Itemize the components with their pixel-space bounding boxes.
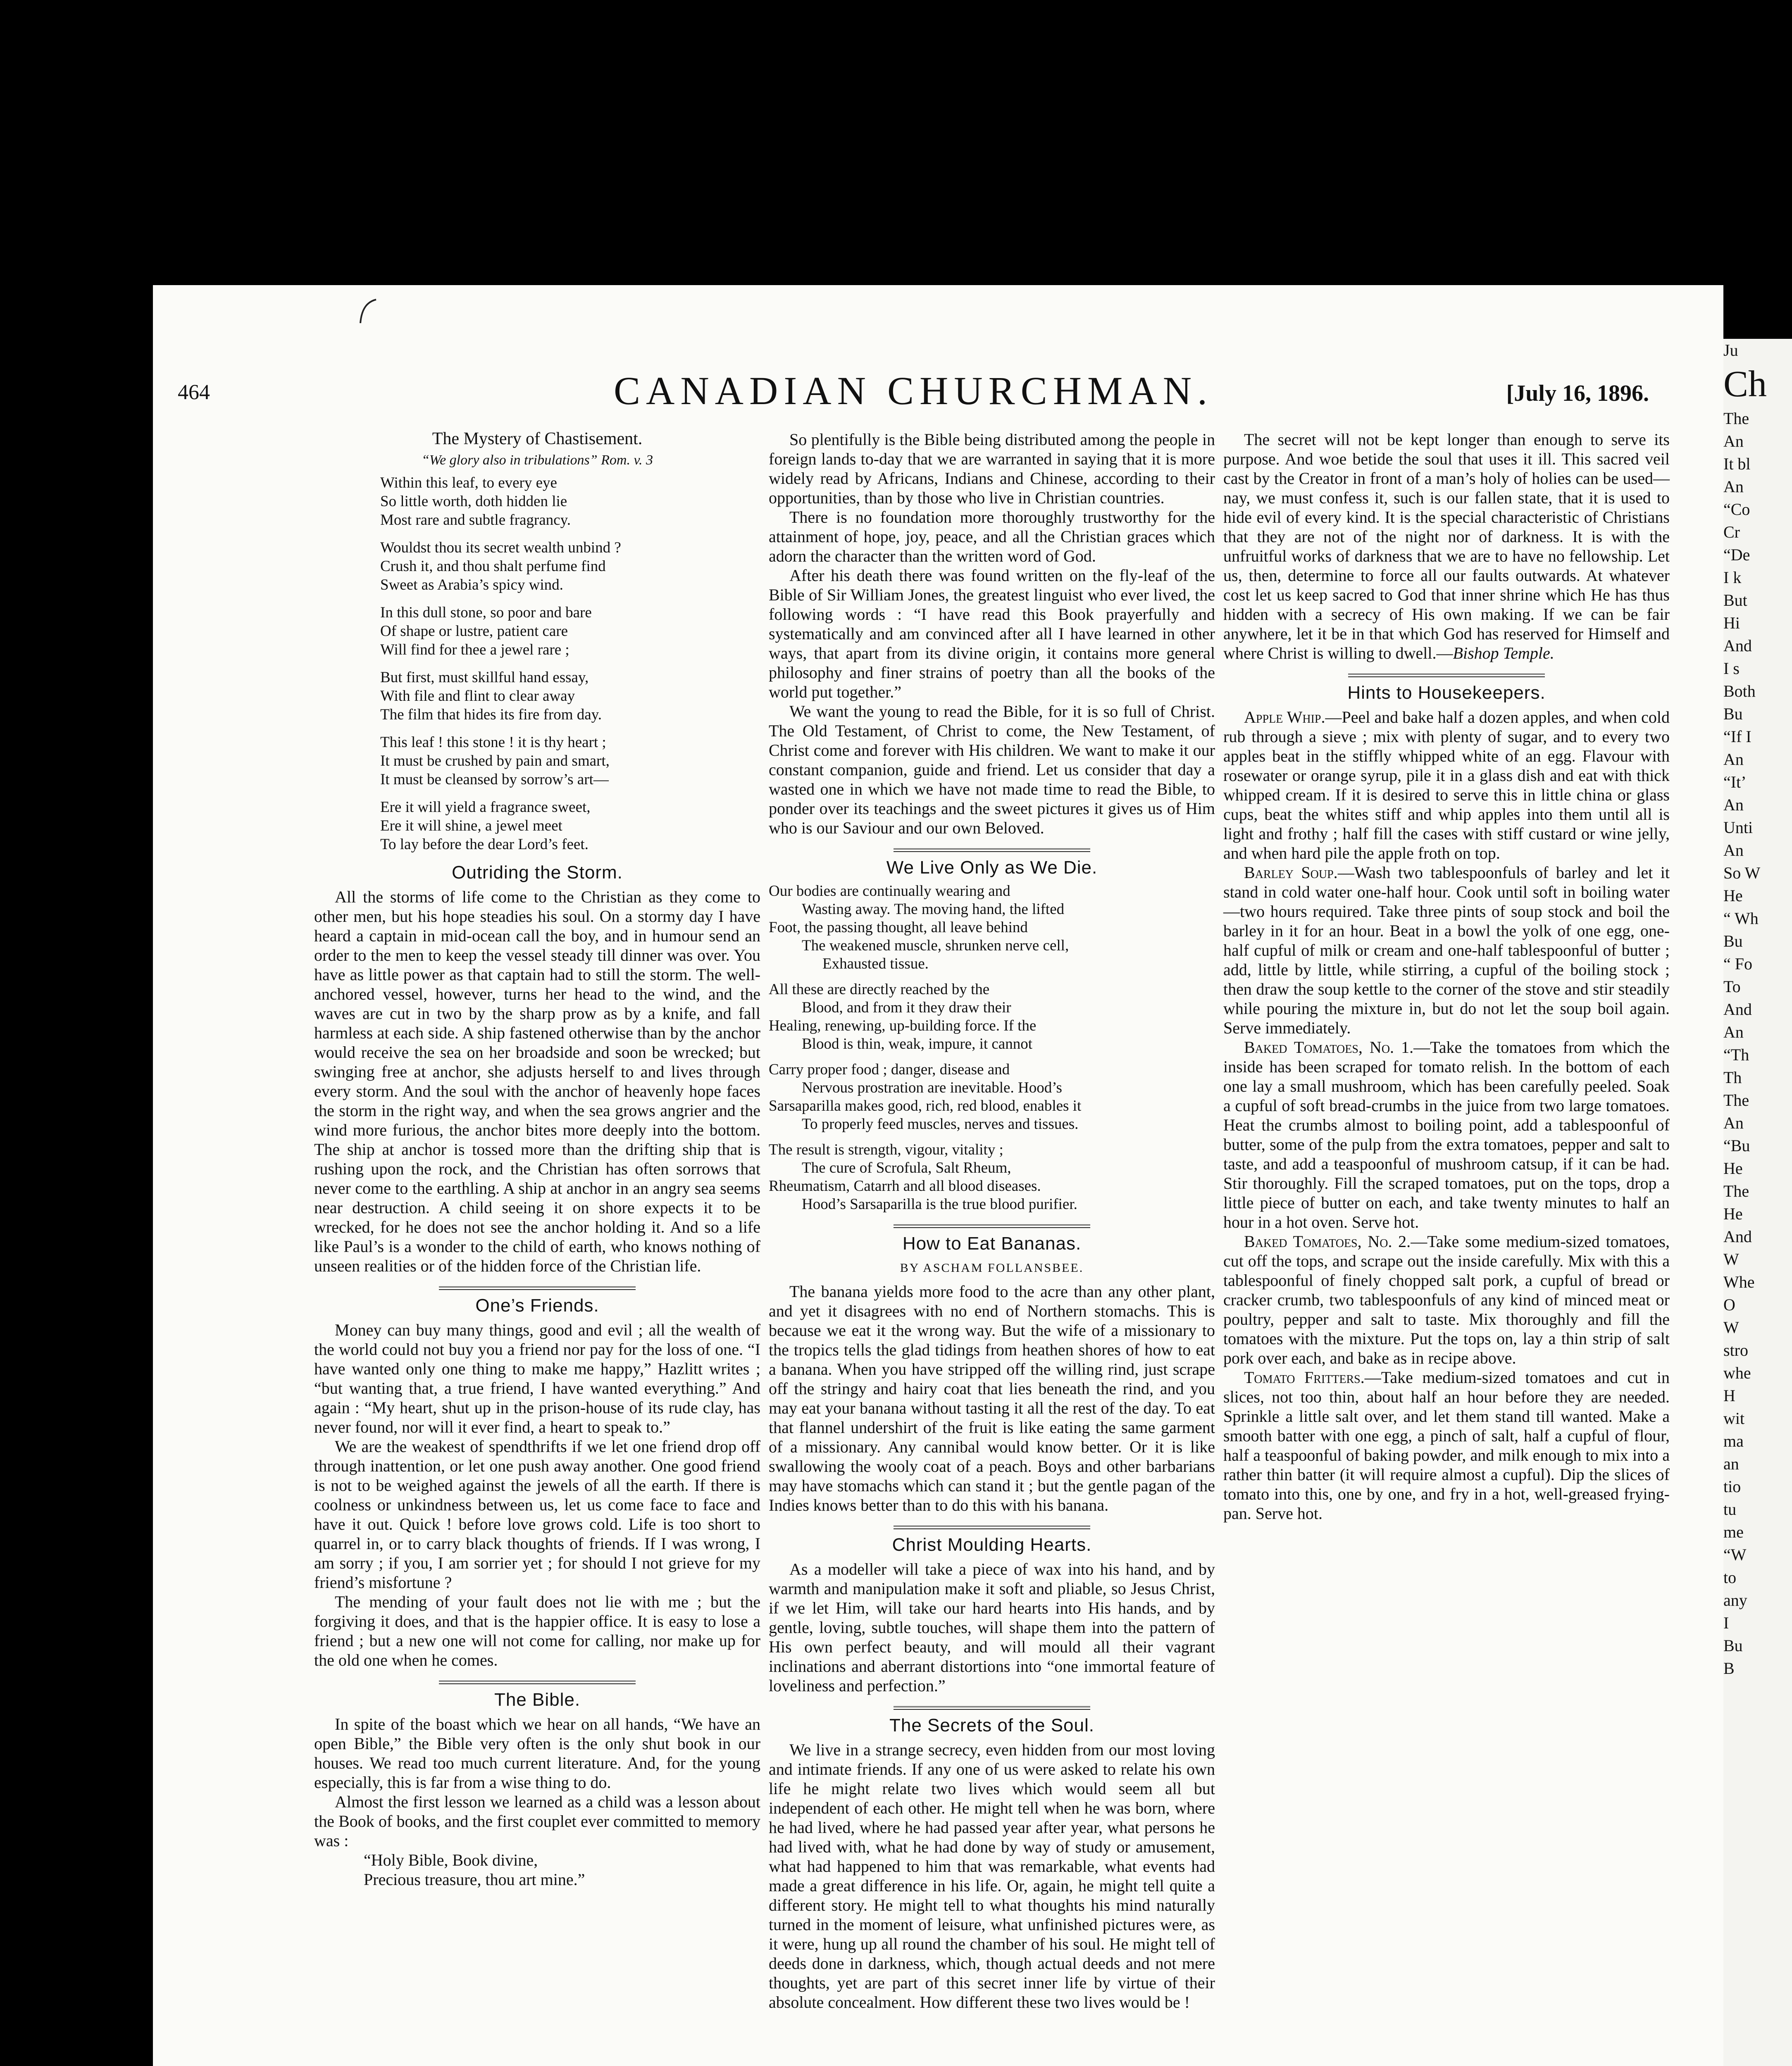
verse-line: The result is strength, vigour, vitality ; bbox=[769, 1141, 1003, 1158]
poem-title: The Mystery of Chastisement. bbox=[432, 429, 643, 448]
adjacent-page-text: O bbox=[1723, 1295, 1735, 1314]
poem-stanza bbox=[314, 668, 760, 724]
adjacent-page-text: I k bbox=[1723, 568, 1742, 587]
article-paragraph: We are the weakest of spendthrifts if we let one friend drop off through inattention, or let one push away another. One good friend is not to be weighed against the jewels of all the earth. If there is coolness or unkindness between us, let us come face to face and have it out. Quick ! before love grows cold. Life is too short to quarrel in, or to carry black thoughts of friends. If I was wrong, I am sorry ; if you, I am sorrier yet ; for should I not grieve for my friend’s misfortune ? bbox=[314, 1437, 760, 1592]
adjacent-page-text: wit bbox=[1723, 1409, 1745, 1428]
section-divider bbox=[894, 1526, 1090, 1529]
adjacent-page-text: The bbox=[1723, 1182, 1749, 1200]
adjacent-page-text: An bbox=[1723, 432, 1744, 450]
recipe bbox=[1223, 863, 1670, 1038]
poem-line: In this dull stone, so poor and bare bbox=[380, 604, 592, 621]
adjacent-page-text: “ Wh bbox=[1723, 909, 1759, 928]
poem-line: Ere it will yield a fragrance sweet, bbox=[380, 799, 591, 816]
poem-epigraph: “We glory also in tribulations” Rom. v. 3 bbox=[421, 452, 653, 468]
adjacent-page-text: I s bbox=[1723, 659, 1740, 678]
article-paragraph: All the storms of life come to the Christian as they come to other men, but his hope steadies his soul. On a stormy day I have heard a captain in mid-ocean call the boy, and in humour send an order to the men to keep the vessel steady till dinner was over. You have as little power as that captain had to still the storm. The well-anchored vessel, however, turns her head to the wind, and the waves are cut in two by the sharp prow as by a knife, and fall harmless at each side. A ship fastened otherwise than by the anchor would receive the sea on her broadside and soon be wrecked; but swinging free at anchor, she adjusts herself to and lives through every storm. And the soul with the anchor of heavenly hope faces the storm in the right way, and when the sea grows angrier and the wind more furious, the anchor bites more deeply into the bottom. The ship at anchor is tossed more than the drifting ship that is rushing upon the rock, and the Christian has often sorrows that never come to the earthling. A ship at anchor in an angry sea seems near destruction. A child seeing it on shore expects it to be wrecked, for he does not see the anchor holding it. And so a life like Paul’s is a wonder to the child of earth, who knows nothing of unseen realities or of the hidden force of the Christian life. bbox=[314, 888, 760, 1275]
adjacent-page-text: Bu bbox=[1723, 1636, 1743, 1655]
poem-line: To lay before the dear Lord’s feet. bbox=[380, 836, 589, 853]
article-paragraph: The banana yields more food to the acre than any other plant, and yet it disagrees with no end of Northern stomachs. This is because we eat it the wrong way. But the wife of a missionary to the tropics tells the glad tidings from heathen shores of how to eat a banana. When you have stripped off the willing rind, just scrape off the stringy and hairy coat that lies beneath the rind, and you may eat your banana without tasting it all the rest of the day. To eat that flannel undershirt of the fruit is like eating the same garment of a missionary. Any cannibal would know better. Or it is like swallowing the wooly coat of a peach. Boys and other barbarians may have stomachs which can stand it ; but the gentle pagan of the Indies knows better than to do this with his banana. bbox=[769, 1282, 1215, 1514]
adjacent-page-text: An bbox=[1723, 750, 1744, 769]
article-paragraph: Money can buy many things, good and evil ; all the wealth of the world could not buy you a friend nor pay for the loss of one. “I have wanted only one thing to make me happy,” Hazlitt writes ; “but wanting that, a true friend, I have wanted everything.” And again : “My heart, shut up in the prison-house of its rude clay, has never found, nor will it ever find, a heart to speak to.” bbox=[314, 1321, 760, 1436]
adjacent-page-text: And bbox=[1723, 1000, 1752, 1019]
article-paragraph: Almost the first lesson we learned as a child was a lesson about the Book of books, and the first couplet ever committed to memory was : bbox=[314, 1792, 760, 1850]
poem-line: Will find for thee a jewel rare ; bbox=[380, 641, 570, 658]
recipe bbox=[1223, 1232, 1670, 1368]
poem-line: Ere it will shine, a jewel meet bbox=[380, 817, 562, 834]
verse-line: Healing, renewing, up-building force. If the bbox=[769, 1017, 1037, 1034]
article-paragraph: In spite of the boast which we hear on all hands, “We have an open Bible,” the Bible very often is the only shut book in our houses. We read too much current literature. And, for the young especially, this is far from a wise thing to do. bbox=[314, 1715, 760, 1792]
page-header bbox=[178, 368, 1649, 417]
recipe-text: —Wash two tablespoonfuls of barley and let it stand in cold water one-half hour. Cook until soft in boiling water—two hours required. Take three pints of soup stock and boil the barley in it for an hour. Beat in a bowl the yolk of one egg, one-half cupful of milk or cream and one-half tablespoonful of butter ; add, little by little, while stirring, a cupful of the boiling stock ; then draw the soup kettle to the corner of the stove and stir steadily while pouring the mixture in, but do not let the soup boil again. Serve immediately. bbox=[1223, 863, 1670, 1037]
adjacent-page-text: To bbox=[1723, 977, 1741, 996]
verse-line: Rheumatism, Catarrh and all blood diseases. bbox=[769, 1178, 1041, 1195]
verse-line: The weakened muscle, shrunken nerve cell, bbox=[802, 937, 1069, 954]
recipe-name: Baked Tomatoes, No. 1. bbox=[1244, 1038, 1414, 1057]
adjacent-page-text: An bbox=[1723, 1114, 1744, 1132]
poem-stanza bbox=[314, 733, 760, 789]
byline: BY ASCHAM FOLLANSBEE. bbox=[900, 1261, 1084, 1275]
adjacent-page-text: It bl bbox=[1723, 455, 1751, 473]
verse-line: Our bodies are continually wearing and bbox=[769, 883, 1010, 900]
adjacent-page-text: So W bbox=[1723, 864, 1761, 882]
poem-line: Within this leaf, to every eye bbox=[380, 474, 557, 491]
section-divider bbox=[894, 848, 1090, 852]
article-paragraph: After his death there was found written on the fly-leaf of the Bible of Sir William Jones, the greatest linguist who ever lived, the following words : “I have read this Book prayerfully and systematically and am convinced after all I have learned in other ways, that apart from its divine origin, it contains more general philosophy and finer strains of poetry than all the books of the world put together.” bbox=[769, 566, 1215, 701]
adjacent-page-text: Both bbox=[1723, 682, 1756, 700]
section-divider bbox=[894, 1706, 1090, 1710]
poem-line: But first, must skillful hand essay, bbox=[380, 669, 589, 686]
adjacent-page-text: tio bbox=[1723, 1477, 1741, 1496]
adjacent-page-text: The bbox=[1723, 409, 1749, 428]
couplet-line: “Holy Bible, Book divine, bbox=[364, 1851, 538, 1869]
poem-stanza bbox=[314, 603, 760, 659]
adjacent-page-text: whe bbox=[1723, 1364, 1751, 1382]
adjacent-page-text: an bbox=[1723, 1454, 1739, 1473]
poem-line: Wouldst thou its secret wealth unbind ? bbox=[380, 539, 621, 556]
section-divider bbox=[439, 1680, 635, 1684]
recipe bbox=[1223, 707, 1670, 863]
adjacent-page-text: Hi bbox=[1723, 614, 1740, 632]
recipe-text: —Take the tomatoes from which the inside has been scraped for tomato relish. In the bottom of each one lay a small mushroom, which has been carefully peeled. Soak a cupful of soft bread-crumbs in the juice from two large tomatoes. Heat the crumbs almost to boiling point, add a tablespoonful of butter, some of the pulp from the extra tomatoes, pepper and salt to taste, and add a teaspoonful of mushroom catsup, if it can be had. Stir thoroughly. Fill the scraped tomatoes, put on the tops, drop a little piece of butter on each, and take twenty minutes to half an hour in a hot oven. Serve hot. bbox=[1223, 1038, 1670, 1231]
verse-line: The cure of Scrofula, Salt Rheum, bbox=[802, 1159, 1011, 1176]
poem-chastisement bbox=[314, 430, 760, 854]
article-paragraph: We want the young to read the Bible, for it is so full of Christ. The Old Testament, of Christ to come, the New Testament, of Christ come and forever with His children. We want to make it our constant companion, guide and friend. Let us consider that day a wasted one in which we have not made time to read the Bible, to ponder over its teachings and the sweet pictures it gives us of Him who is our Saviour and our own Beloved. bbox=[769, 702, 1215, 837]
section-divider bbox=[439, 1286, 635, 1290]
issue-date: [July 16, 1896. bbox=[1506, 381, 1649, 406]
section-divider bbox=[894, 1224, 1090, 1228]
adjacent-page-text: stro bbox=[1723, 1341, 1748, 1359]
adjacent-page-text: And bbox=[1723, 1227, 1752, 1246]
article-text: The secret will not be kept longer than enough to serve its purpose. And woe betide the soul that uses it ill. This sacred veil cast by the Creator in front of a man’s holy of holies can be used—nay, we must confess it, such is our fallen state, that it is used to hide evil of every kind. It is the special characteristic of Christians that they are not of the night nor of darkness. It is with the unfruitful works of darkness that we are to have no fellowship. Let us, then, determine to force all our faults outwards. At whatever cost let us keep sacred to God that inner shrine which He has thus hidden with a secrecy of His own making. If we can be fair anywhere, let it be in that which God has reserved for Himself and where Christ is willing to dwell.— bbox=[1223, 430, 1670, 662]
adjacent-page-text: “It’ bbox=[1723, 773, 1747, 791]
recipe-text: —Peel and bake half a dozen apples, and when cold rub through a sieve ; mix with plenty of sugar, and to every two apples beat in the stiffly whipped white of an egg. Flavour with rosewater or orange syrup, pile it in a glass dish and eat with thick whipped cream. If it is desired to serve this in little china or glass cups, beat the whites stiff and whip apples into them until all is light and frothy ; half fill the cases with stiff custard or wine jelly, and when hard pile the apple froth on top. bbox=[1223, 708, 1670, 862]
adjacent-page-text: “Co bbox=[1723, 500, 1750, 519]
article-paragraph: As a modeller will take a piece of wax into his hand, and by warmth and manipulation make it soft and pliable, so Jesus Christ, if we let Him, will take our hard hearts into His hands, and by gentle, loving, subtle touches, will shape them into the pattern of His own perfect beauty, and will mould all their vagrant inclinations and aberrant distortions into “one immortal feature of loveliness and perfection.” bbox=[769, 1560, 1215, 1695]
attribution: Bishop Temple. bbox=[1453, 644, 1554, 662]
adjacent-page-text: me bbox=[1723, 1523, 1744, 1541]
verse-line: Nervous prostration are inevitable. Hood’s bbox=[802, 1079, 1062, 1096]
adjacent-page-text: I bbox=[1723, 1614, 1729, 1632]
adjacent-page-text: The bbox=[1723, 1091, 1749, 1109]
adjacent-page-text: B bbox=[1723, 1659, 1735, 1678]
article-paragraph: The mending of your fault does not lie with me ; but the forgiving it does, and that is the happier office. It is easy to lose a friend ; but a new one will not come for calling, nor make up for the old one when he comes. bbox=[314, 1592, 760, 1669]
adjacent-page-text: Bu bbox=[1723, 932, 1743, 950]
verse-line: Hood’s Sarsaparilla is the true blood purifier. bbox=[802, 1196, 1077, 1213]
adjacent-page-text: “W bbox=[1723, 1545, 1747, 1564]
article-title: Christ Moulding Hearts. bbox=[892, 1535, 1092, 1555]
couplet-line: Precious treasure, thou art mine.” bbox=[364, 1870, 585, 1889]
poem-line: So little worth, doth hidden lie bbox=[380, 493, 567, 510]
verse-line: Blood, and from it they draw their bbox=[802, 999, 1011, 1016]
adjacent-page-text: Ju bbox=[1723, 341, 1738, 359]
adjacent-page-text: ma bbox=[1723, 1432, 1744, 1450]
adjacent-page-text: H bbox=[1723, 1386, 1735, 1405]
adjacent-page-text: An bbox=[1723, 477, 1744, 496]
column-3 bbox=[1223, 430, 1670, 1523]
adjacent-page-text: But bbox=[1723, 591, 1747, 609]
adjacent-page-text: “ Fo bbox=[1723, 954, 1752, 973]
pencil-mark-icon bbox=[355, 298, 380, 326]
adjacent-page-text: He bbox=[1723, 886, 1743, 905]
adjacent-page-text: Ch bbox=[1723, 364, 1767, 405]
adjacent-page-fragment bbox=[1723, 339, 1792, 2066]
adjacent-page-text: Whe bbox=[1723, 1273, 1755, 1291]
verse-line: To properly feed muscles, nerves and tissues. bbox=[802, 1116, 1079, 1133]
poem-line: It must be crushed by pain and smart, bbox=[380, 752, 610, 769]
recipe bbox=[1223, 1368, 1670, 1523]
article-paragraph bbox=[1223, 430, 1670, 663]
verse-line: Foot, the passing thought, all leave behind bbox=[769, 919, 1028, 936]
adjacent-page-text: An bbox=[1723, 795, 1744, 814]
page-number: 464 bbox=[178, 381, 210, 404]
recipe-name: Barley Soup. bbox=[1244, 863, 1338, 882]
column-1 bbox=[314, 430, 760, 1889]
article-paragraph: So plentifully is the Bible being distributed among the people in foreign lands to-day that we are warranted in saying that it is more widely read by Africans, Indians and Chinese, according to their opportunities, than by those who live in Christian countries. bbox=[769, 430, 1215, 507]
article-title: We Live Only as We Die. bbox=[886, 857, 1098, 878]
verse-line: All these are directly reached by the bbox=[769, 981, 990, 998]
adjacent-page-text: Bu bbox=[1723, 705, 1743, 723]
adjacent-page-text: W bbox=[1723, 1318, 1739, 1337]
adjacent-page-text: Unti bbox=[1723, 818, 1753, 837]
adjacent-page-text: Cr bbox=[1723, 523, 1740, 541]
adjacent-page-text: any bbox=[1723, 1591, 1747, 1609]
poem-line: Sweet as Arabia’s spicy wind. bbox=[380, 576, 563, 593]
recipe-name: Apple Whip. bbox=[1244, 708, 1325, 726]
verse-line: Blood is thin, weak, impure, it cannot bbox=[802, 1035, 1032, 1052]
adjacent-page-text: to bbox=[1723, 1568, 1737, 1587]
article-paragraph: We live in a strange secrecy, even hidden from our most loving and intimate friends. If any one of us were asked to relate his own life he might relate two lives which would seem all but independent of each other. He might tell when he was born, where he had lived, where he had passed year after year, what persons he had lived with, what he had done by way of study or amusement, what had happened to him that was remarkable, what events had made a great difference in his life. Or, again, he might tell quite a different story. He might tell to what thoughts his mind naturally turned in the moment of leisure, what unfinished pictures were, as it were, hung up all round the chamber of his soul. He might tell of deeds done in darkness, which, though actual deeds and not mere thoughts, yet are part of this secret inner life by virtue of their absolute concealment. How different these two lives would be ! bbox=[769, 1740, 1215, 2011]
advertisement-verse bbox=[769, 882, 1215, 1214]
article-title: How to Eat Bananas. bbox=[902, 1233, 1082, 1254]
masthead: CANADIAN CHURCHMAN. bbox=[613, 369, 1213, 413]
poem-line: With file and flint to clear away bbox=[380, 688, 575, 705]
article-title: The Secrets of the Soul. bbox=[889, 1715, 1095, 1735]
article-paragraph: There is no foundation more thoroughly trustworthy for the attainment of hope, joy, peace, and all the Christian graces which adorn the character than the written word of God. bbox=[769, 508, 1215, 565]
poem-line: The film that hides its fire from day. bbox=[380, 706, 602, 723]
recipe-text: —Take some medium-sized tomatoes, cut off the tops, and scrape out the inside carefully. Mix with this a tablespoonful of finely chopped salt pork, a cupful of bread or cracker crumb, two tablespoonfuls of any kind of minced meat or poultry, pepper and salt to taste. Mix thoroughly and fill the tomatoes with the mixture. Put the tops on, lay a thin strip of salt pork over each, and bake as in recipe above. bbox=[1223, 1232, 1670, 1367]
recipe-name: Baked Tomatoes, No. 2. bbox=[1244, 1232, 1411, 1251]
article-title: Outriding the Storm. bbox=[452, 862, 623, 883]
verse-line: Wasting away. The moving hand, the lifted bbox=[802, 901, 1065, 918]
adjacent-page-text: An bbox=[1723, 1023, 1744, 1041]
recipe-text: —Take medium-sized tomatoes and cut in slices, not too thin, about half an hour before they are needed. Sprinkle a little salt over, and let them stand till wanted. Make a smooth batter with one egg, a pinch of salt, half a cupful of flour, half a teaspoonful of baking powder, and milk enough to mix into a rather thin batter (it will require almost a cupful). Dip the slices of tomato into this, one by one, and fry in a hot, well-greased frying-pan. Serve hot. bbox=[1223, 1368, 1670, 1523]
adjacent-page-text: Th bbox=[1723, 1068, 1742, 1087]
poem-line: Most rare and subtle fragrancy. bbox=[380, 512, 571, 528]
poem-line: It must be cleansed by sorrow’s art— bbox=[380, 771, 609, 788]
adjacent-page-text: He bbox=[1723, 1159, 1743, 1178]
adjacent-page-text: W bbox=[1723, 1250, 1739, 1269]
verse-line: Exhausted tissue. bbox=[822, 955, 929, 972]
article-title: One’s Friends. bbox=[475, 1295, 599, 1316]
column-2 bbox=[769, 430, 1215, 2012]
poem-line: Crush it, and thou shalt perfume find bbox=[380, 558, 606, 575]
adjacent-page-text: tu bbox=[1723, 1500, 1737, 1519]
recipe bbox=[1223, 1038, 1670, 1232]
adjacent-page-text: “Th bbox=[1723, 1045, 1749, 1064]
poem-line: This leaf ! this stone ! it is thy heart ; bbox=[380, 734, 606, 751]
adjacent-page-text: “De bbox=[1723, 545, 1750, 564]
article-title: Hints to Housekeepers. bbox=[1347, 683, 1546, 703]
poem-stanza bbox=[314, 538, 760, 594]
adjacent-page-text: And bbox=[1723, 636, 1752, 655]
verse-line: Sarsaparilla makes good, rich, red blood, enables it bbox=[769, 1097, 1082, 1114]
poem-stanza bbox=[314, 798, 760, 854]
verse-line: Carry proper food ; danger, disease and bbox=[769, 1061, 1010, 1078]
poem-line: Of shape or lustre, patient care bbox=[380, 623, 568, 640]
adjacent-page-text: “Bu bbox=[1723, 1136, 1750, 1155]
adjacent-page-text: “If I bbox=[1723, 727, 1751, 746]
adjacent-page-text: He bbox=[1723, 1204, 1743, 1223]
poem-stanza bbox=[314, 474, 760, 529]
article-title: The Bible. bbox=[494, 1690, 581, 1710]
adjacent-page-text: An bbox=[1723, 841, 1744, 859]
recipe-name: Tomato Fritters. bbox=[1244, 1368, 1365, 1387]
section-divider bbox=[1348, 674, 1544, 677]
